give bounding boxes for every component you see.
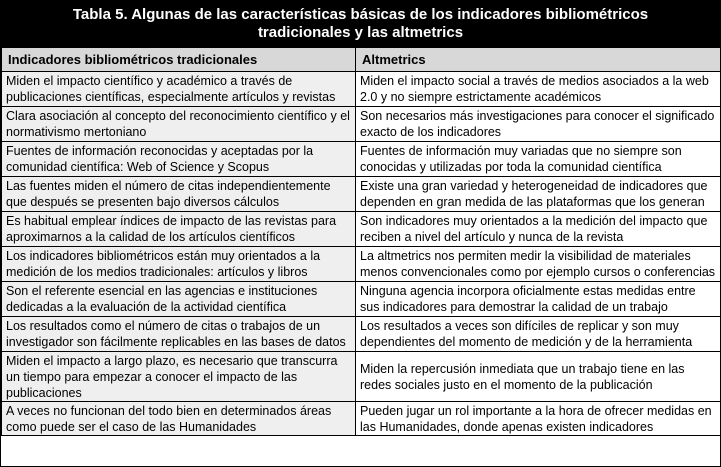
altmetrics-cell: Existe una gran variedad y heterogeneidad de indicadores que dependen en gran medida de las plataformas que los generan <box>356 177 721 212</box>
altmetrics-cell: La altmetrics nos permiten medir la visibilidad de materiales menos convencionales como por ejemplo cursos o conferencias <box>356 247 721 282</box>
table-row <box>2 212 721 247</box>
altmetrics-cell: Miden el impacto social a través de medios asociados a la web 2.0 y no siempre estrictamente académicos <box>356 72 721 107</box>
table-caption-line-1: Tabla 5. Algunas de las características básicas de los indicadores bibliométricos <box>72 6 649 23</box>
traditional-cell: Es habitual emplear índices de impacto de las revistas para aproximarnos a la calidad de los artículos científicos <box>2 212 356 247</box>
traditional-cell: Son el referente esencial en las agencias e instituciones dedicadas a la evaluación de la actividad científica <box>2 282 356 317</box>
table-row <box>2 142 721 177</box>
altmetrics-cell: Son indicadores muy orientados a la medición del impacto que reciben a nivel del artículo y nunca de la revista <box>356 212 721 247</box>
comparison-table <box>1 47 721 436</box>
table-row <box>2 107 721 142</box>
altmetrics-cell: Son necesarios más investigaciones para conocer el significado exacto de los indicadores <box>356 107 721 142</box>
column-header-traditional: Indicadores bibliométricos tradicionales <box>2 48 356 72</box>
altmetrics-cell: Fuentes de información muy variadas que no siempre son conocidas y utilizadas por toda la comunidad científica <box>356 142 721 177</box>
header-row <box>2 48 721 72</box>
column-header-altmetrics: Altmetrics <box>356 48 721 72</box>
traditional-cell: Los resultados como el número de citas o trabajos de un investigador son fácilmente replicables en las bases de datos <box>2 317 356 352</box>
altmetrics-cell: Miden la repercusión inmediata que un trabajo tiene en las redes sociales justo en el momento de la publicación <box>356 352 721 402</box>
table-row <box>2 247 721 282</box>
table-caption <box>1 1 720 47</box>
table-row <box>2 402 721 436</box>
table-row <box>2 72 721 107</box>
table-row <box>2 177 721 212</box>
traditional-cell: Clara asociación al concepto del reconocimiento científico y el normativismo mertoniano <box>2 107 356 142</box>
altmetrics-cell: Los resultados a veces son difíciles de replicar y son muy dependientes del momento de medición y de la herramienta <box>356 317 721 352</box>
table-row <box>2 282 721 317</box>
traditional-cell: A veces no funcionan del todo bien en determinados áreas como puede ser el caso de las Humanidades <box>2 402 356 436</box>
traditional-cell: Miden el impacto científico y académico a través de publicaciones científicas, especialmente artículos y revistas <box>2 72 356 107</box>
traditional-cell: Los indicadores bibliométricos están muy orientados a la medición de los medios tradicionales: artículos y libros <box>2 247 356 282</box>
traditional-cell: Miden el impacto a largo plazo, es necesario que transcurra un tiempo para empezar a conocer el impacto de las publicaciones <box>2 352 356 402</box>
table-row <box>2 317 721 352</box>
altmetrics-cell: Ninguna agencia incorpora oficialmente estas medidas entre sus indicadores para demostrar la calidad de un trabajo <box>356 282 721 317</box>
traditional-cell: Las fuentes miden el número de citas independientemente que después se presenten bajo diversos cálculos <box>2 177 356 212</box>
table-row <box>2 352 721 402</box>
altmetrics-cell: Pueden jugar un rol importante a la hora de ofrecer medidas en las Humanidades, donde apenas existen indicadores <box>356 402 721 436</box>
table-caption-line-2: tradicionales y las altmetrics <box>257 24 464 41</box>
traditional-cell: Fuentes de información reconocidas y aceptadas por la comunidad científica: Web of Science y Scopus <box>2 142 356 177</box>
